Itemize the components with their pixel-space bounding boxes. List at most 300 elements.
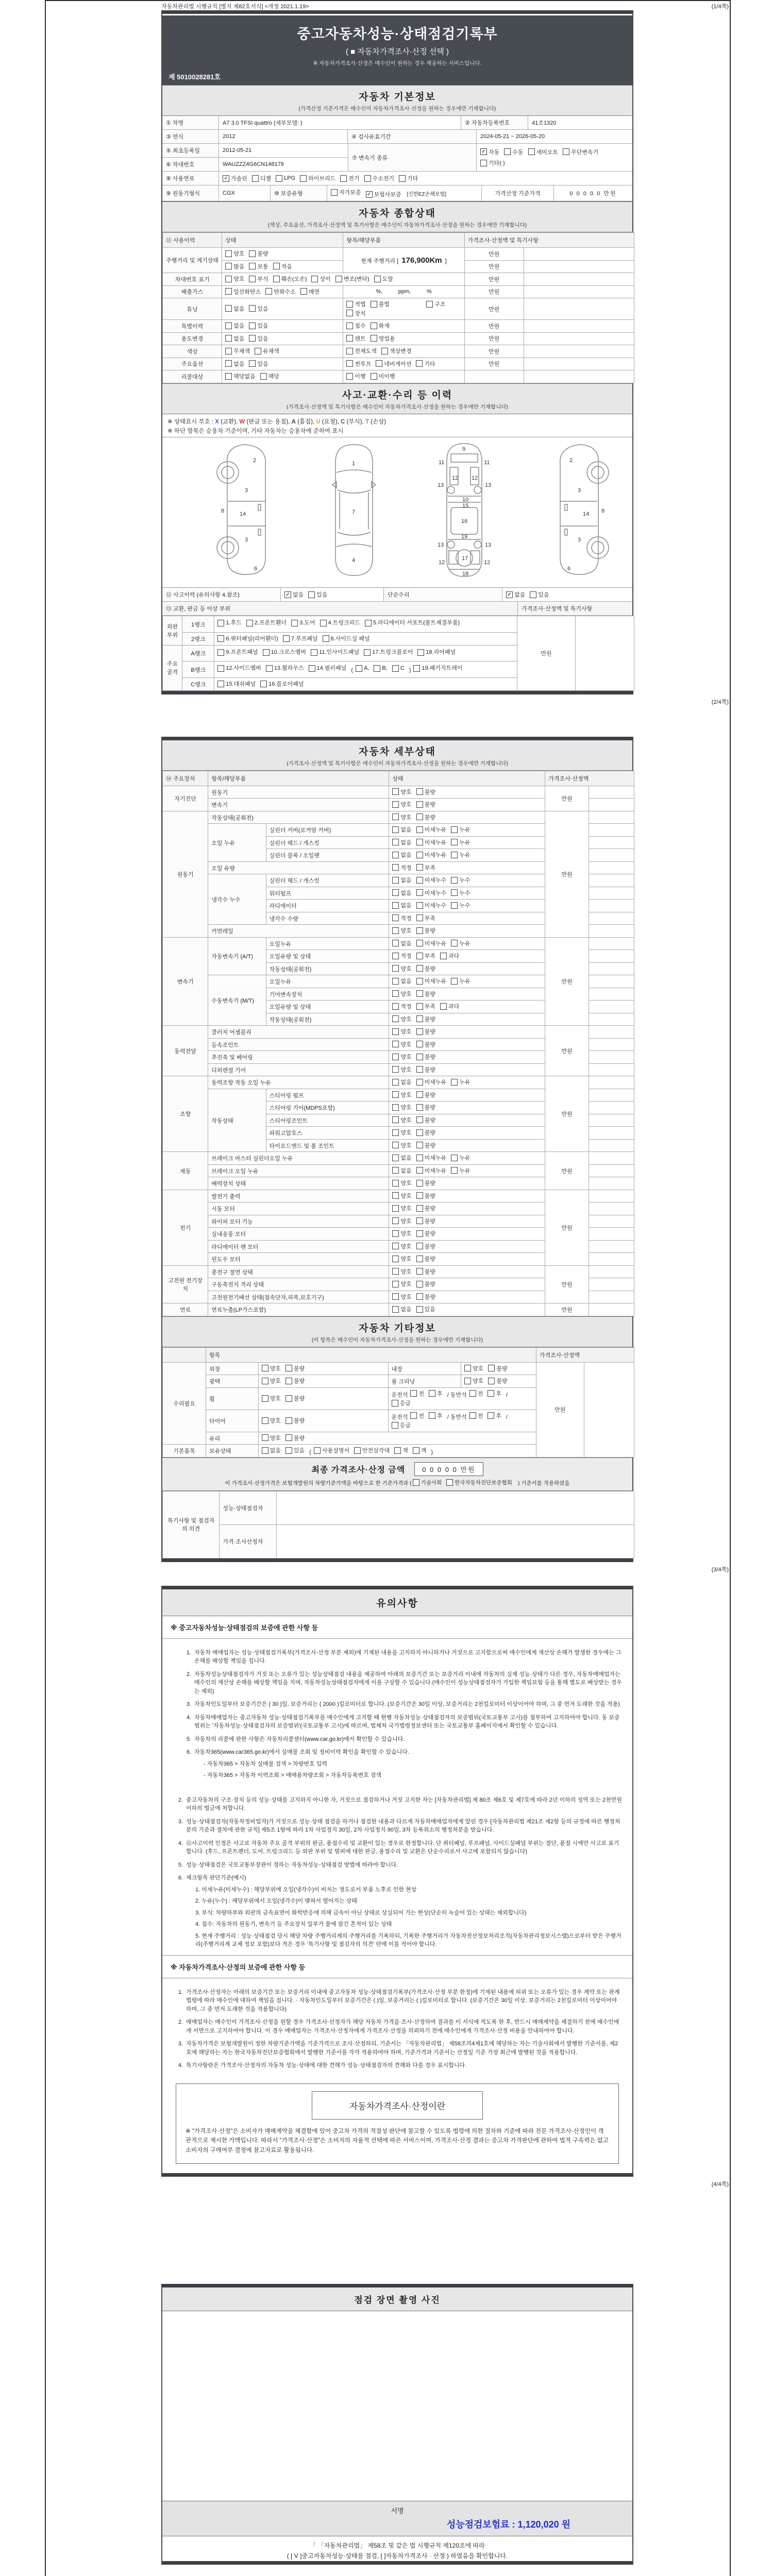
checkbox-세미오토[interactable] (528, 148, 535, 155)
page-4 (161, 2284, 633, 2565)
checkbox-과다[interactable] (440, 953, 447, 959)
checkbox-불량[interactable] (416, 1091, 423, 1098)
checkbox-불량[interactable] (416, 1054, 423, 1060)
checkbox-1.후드[interactable] (217, 620, 224, 626)
checkbox-양호[interactable] (392, 965, 399, 972)
checkbox-불량[interactable] (416, 1281, 423, 1287)
section-overall-status (162, 201, 632, 232)
checkbox-누유[interactable] (451, 1167, 458, 1174)
checkbox-적정[interactable] (392, 1003, 399, 1010)
checkbox-기타( )[interactable] (480, 160, 487, 166)
wheel-options (258, 1387, 388, 1410)
checkbox-양호[interactable] (262, 1395, 268, 1402)
notice-item (180, 1714, 623, 1731)
checkbox-불량[interactable] (416, 927, 423, 934)
checkbox-없음[interactable] (392, 852, 399, 858)
checkbox-부식[interactable] (249, 276, 256, 282)
checkbox-이행[interactable] (346, 373, 353, 380)
checkbox-후[interactable] (429, 1390, 435, 1397)
checkbox-미세누유[interactable] (416, 978, 423, 985)
checkbox-11.인사이드패널[interactable] (311, 649, 317, 656)
option-label: 불량 (424, 1041, 435, 1048)
checkbox-적정[interactable] (392, 864, 399, 871)
checkbox-미세누유[interactable] (416, 1155, 423, 1161)
checkbox-잭[interactable] (394, 1447, 401, 1454)
option-label: 주요옵션 (163, 358, 222, 370)
checkbox-미세누유[interactable] (416, 852, 423, 858)
option-응급 (392, 1421, 411, 1429)
checkbox-기술사회[interactable] (413, 1479, 419, 1486)
notice-item (172, 1839, 623, 1856)
checkbox-전[interactable] (469, 1412, 476, 1419)
option-label: 침수 (355, 323, 366, 329)
checkbox-누수[interactable] (451, 877, 458, 884)
checkbox-전기[interactable] (340, 175, 347, 182)
checkbox-수소전기[interactable] (364, 175, 371, 182)
checkbox-16.플로어패널[interactable] (260, 681, 267, 687)
checkbox-양호[interactable] (392, 1217, 399, 1224)
checkbox-적정[interactable] (392, 953, 399, 959)
checkbox-미세누유[interactable] (416, 940, 423, 946)
status-cell (389, 1291, 545, 1303)
checkbox-불량[interactable] (416, 1015, 423, 1022)
option-A, (356, 663, 369, 674)
checkbox-미이행[interactable] (371, 373, 377, 380)
option-label: 누유 (459, 827, 470, 834)
checkbox-불량[interactable] (416, 1243, 423, 1249)
checkbox-안전삼각대[interactable] (354, 1447, 361, 1454)
subitem-cell: 스티어링 펌프 (266, 1089, 389, 1101)
checkbox-없음[interactable] (392, 889, 399, 896)
checkbox-양호[interactable] (392, 1256, 399, 1262)
checkbox-불량[interactable] (416, 1028, 423, 1035)
checkbox-불량[interactable] (416, 965, 423, 972)
option-label: 부식 (257, 276, 268, 282)
checkbox-탄화수소[interactable] (265, 288, 272, 295)
checkbox-변조(변타)[interactable] (335, 276, 342, 282)
option-label: 양호 (400, 814, 412, 821)
checkbox-적음[interactable] (273, 263, 280, 269)
checkbox-전체도색[interactable] (346, 348, 353, 354)
checkbox-양호[interactable] (262, 1365, 268, 1371)
checkbox-18.리어패널[interactable] (417, 649, 424, 656)
checkbox-네비게이션[interactable] (376, 360, 382, 367)
checkbox-A,[interactable] (356, 665, 362, 672)
checkbox-있음[interactable] (249, 335, 256, 342)
option-미세누수 (416, 876, 447, 884)
option-label: 없음 (400, 839, 412, 846)
checkbox-기타[interactable] (399, 175, 406, 182)
final-note-prefix: 이 가격조사·산정가격은 보험개발원의 차량기준가액을 바탕으로 한 기준가격과 ( (225, 1480, 412, 1486)
checkbox-후[interactable] (429, 1412, 435, 1419)
status-cell (389, 912, 545, 925)
subitem-cell: 파워고압호스 (266, 1127, 389, 1140)
checkbox-있음[interactable] (249, 305, 256, 312)
checkbox-없음[interactable] (262, 1447, 268, 1454)
subitem-cell: 냉각수 수량 (266, 912, 389, 925)
checkbox-양호[interactable] (392, 1015, 399, 1022)
option-미세누수 (416, 889, 447, 897)
checkbox-미세누유[interactable] (416, 826, 423, 833)
notice-item-text: ⑫사고이력 인정은 사고로 자동차 주요 골격 부위의 판금, 용접수리 및 교환이 있는 경우로 한정합니다. 단 쿼터패널, 루프패널, 사이드실패널 부위는 절단, 용접 시에만 사고로 표기합니다. (후드, 프론트펜더, 도어, 트렁크리드 등 외판 부위 및 범퍼에 대한 판금, 용접수리 및 교환은 단순수리로서 사고에 포함되지 않습니다) (186, 1840, 619, 1855)
checkbox-적법[interactable] (346, 301, 353, 308)
checkbox-가솔린[interactable]: ✓ (223, 175, 229, 182)
checkbox-미세누유[interactable] (416, 1079, 423, 1086)
status-cell (389, 1051, 545, 1064)
checkbox-있음[interactable] (416, 1306, 423, 1313)
checkbox-상이[interactable] (311, 276, 318, 282)
checkbox-수동[interactable] (504, 148, 511, 155)
car-diagrams (162, 440, 632, 581)
checkbox-양호[interactable] (392, 1104, 399, 1111)
checkbox-썬루프[interactable] (346, 360, 353, 367)
option-기타 (416, 360, 435, 368)
option-label: 불량 (424, 928, 435, 935)
checkbox-없음[interactable] (392, 839, 399, 845)
checkbox-불량[interactable] (285, 1378, 292, 1384)
checkbox-응급[interactable] (392, 1400, 398, 1406)
checkbox-없음[interactable] (392, 1079, 399, 1086)
checkbox-일산화탄소[interactable] (225, 288, 232, 295)
option-label: A, (364, 665, 369, 672)
tire-options (258, 1410, 388, 1432)
checkbox-양호[interactable] (392, 1293, 399, 1300)
notice-item (180, 1735, 623, 1744)
checkbox-불량[interactable] (285, 1417, 292, 1424)
rankA-options (214, 645, 517, 662)
checkbox-침수[interactable] (346, 323, 353, 329)
checkbox-없음[interactable] (225, 323, 232, 329)
checkbox-양호[interactable] (392, 1180, 399, 1187)
checkbox-양호[interactable] (392, 1243, 399, 1249)
option-16.플로어패널 (260, 680, 304, 688)
checkbox-불량[interactable] (416, 801, 423, 808)
checkbox-17.트렁크플로어[interactable] (364, 649, 371, 656)
checkbox-누유[interactable] (451, 1155, 458, 1161)
checkbox-누수[interactable] (451, 889, 458, 896)
checkbox-양호[interactable] (392, 1281, 399, 1287)
note-cell (589, 988, 634, 1001)
option-전체도색 (346, 347, 377, 355)
etc-heading: 자동차 기타정보 (359, 1323, 436, 1334)
checkbox-불량[interactable] (416, 1268, 423, 1275)
section-photo (162, 2287, 632, 2311)
checkbox-누유[interactable] (451, 978, 458, 985)
checkbox-없음[interactable] (392, 826, 399, 833)
checkbox-양호[interactable] (392, 1205, 399, 1212)
checkbox-무단변속기[interactable] (563, 148, 569, 155)
option-label: 일산화탄소 (233, 289, 261, 295)
gas-row (163, 285, 634, 298)
checkbox-있음[interactable] (249, 323, 256, 329)
checkbox-불량[interactable] (416, 1066, 423, 1073)
checkbox-10.크로스멤버[interactable] (263, 649, 270, 656)
checkbox-미세누유[interactable] (416, 1167, 423, 1174)
checkbox-불량[interactable] (285, 1365, 292, 1371)
option-label: 양호 (400, 1231, 412, 1238)
checkbox-없음[interactable] (392, 1306, 399, 1313)
checkbox-양호[interactable] (262, 1417, 268, 1424)
color-options (222, 345, 343, 358)
checkbox-응급[interactable] (392, 1422, 398, 1429)
checkbox-없음[interactable] (392, 1167, 399, 1174)
checkbox-무채색[interactable] (225, 348, 232, 354)
checkbox-부족[interactable] (416, 914, 423, 921)
checkbox-과다[interactable] (440, 1003, 447, 1010)
checkbox-양호[interactable] (392, 814, 399, 820)
checkbox-없음[interactable] (392, 877, 399, 884)
checkbox-미세누수[interactable] (416, 877, 423, 884)
exchange-note (575, 616, 634, 690)
option-불량 (416, 800, 435, 808)
checkbox-C[interactable] (392, 665, 399, 672)
checkbox-부족[interactable] (416, 953, 423, 959)
checkbox-불량[interactable] (416, 1217, 423, 1224)
usage-row (163, 332, 634, 345)
exchange-table (162, 616, 634, 690)
checkbox-잭[interactable] (413, 1447, 419, 1454)
checkbox-화재[interactable] (371, 323, 377, 329)
checkbox-장치[interactable] (346, 310, 353, 316)
checkbox-양호[interactable] (392, 1129, 399, 1136)
checkbox-미세누수[interactable] (416, 889, 423, 896)
checkbox-매연[interactable] (300, 288, 307, 295)
checkbox-LPG[interactable] (276, 175, 282, 182)
checkbox-많음[interactable] (225, 263, 232, 269)
checkbox-기타[interactable] (416, 360, 423, 367)
checkbox-불량[interactable] (249, 250, 256, 257)
checkbox-양호[interactable] (464, 1378, 471, 1384)
svg-text:13: 13 (438, 542, 444, 549)
value-car-name: A7 3.0 TFSI quattro (세부모델: ) (219, 116, 461, 129)
page-number-3: (3/4쪽) (711, 1566, 729, 1573)
checkbox-양호[interactable] (392, 927, 399, 934)
checkbox-13.휠하우스[interactable] (266, 665, 273, 672)
page-number-4: (4/4쪽) (711, 2181, 729, 2188)
checkbox-19.패키지트레이[interactable] (413, 665, 420, 672)
option-양호 (392, 964, 411, 973)
checkbox-불량[interactable] (416, 1192, 423, 1199)
checkbox-자가보증[interactable] (331, 189, 338, 196)
checkbox-양호[interactable] (392, 1142, 399, 1148)
option-label: 양호 (400, 1268, 412, 1275)
option-있음 (308, 590, 327, 599)
subitem-cell: 오일유량 및 상태 (266, 950, 389, 963)
svg-text:11: 11 (484, 460, 490, 466)
checkbox-양호[interactable] (392, 1066, 399, 1073)
checkbox-불량[interactable] (416, 1116, 423, 1123)
checkbox-후[interactable] (488, 1412, 494, 1419)
checkbox-누유[interactable] (451, 940, 458, 946)
notice-subitem: 1. 미세누유(미세누수) : 해당부위에 오일(냉각수)이 비치는 정도로서 부품 노후로 인한 현상 (195, 1886, 417, 1893)
option-label: 불량 (424, 1281, 435, 1288)
checkbox-구조[interactable] (426, 301, 433, 308)
checkbox-불량[interactable] (416, 990, 423, 997)
option-label: 후 (437, 1391, 443, 1397)
checkbox-누유[interactable] (451, 852, 458, 858)
checkbox-양호[interactable] (392, 1230, 399, 1237)
checkbox-불량[interactable] (416, 1104, 423, 1111)
checkbox-불량[interactable] (416, 1129, 423, 1136)
checkbox-9.프론트패널[interactable] (217, 649, 224, 656)
checkbox-불량[interactable] (416, 1205, 423, 1212)
checkbox-양호[interactable] (225, 250, 232, 257)
option-label: 양호 (400, 1180, 412, 1187)
checkbox-해당없음[interactable] (225, 373, 232, 380)
checkbox-없음[interactable] (225, 360, 232, 367)
checkbox-자동[interactable]: ✓ (480, 148, 487, 155)
option-label: 양호 (400, 1130, 412, 1137)
checkbox-불량[interactable] (285, 1395, 292, 1402)
checkbox-양호[interactable] (464, 1365, 471, 1371)
option-기타 (399, 174, 418, 182)
checkbox-불량[interactable] (416, 1293, 423, 1300)
checkbox-양호[interactable] (392, 990, 399, 997)
checkbox-양호[interactable] (262, 1378, 268, 1384)
checkbox-전[interactable] (410, 1390, 417, 1397)
option-label: 과다 (448, 1004, 460, 1010)
checkbox-양호[interactable] (392, 1054, 399, 1060)
checkbox-부족[interactable] (416, 864, 423, 871)
checkbox-불량[interactable] (416, 788, 423, 795)
checkbox-있음[interactable] (249, 360, 256, 367)
checkbox-8.사이드실 패널[interactable] (323, 635, 329, 642)
checkbox-불량[interactable] (416, 1256, 423, 1262)
checkbox-누수[interactable] (451, 902, 458, 909)
svg-text:15: 15 (462, 503, 469, 510)
status-cell (389, 962, 545, 975)
notice-item-number: 2. (178, 1797, 183, 1803)
checkbox-적정[interactable] (392, 914, 399, 921)
checkbox-색상변경[interactable] (381, 348, 388, 354)
checkbox-불량[interactable] (416, 814, 423, 820)
checkbox-불량[interactable] (416, 1142, 423, 1148)
option-label: 과다 (448, 953, 460, 960)
checkbox-불법[interactable] (371, 301, 377, 308)
checkbox-누유[interactable] (451, 826, 458, 833)
checkbox-4.트렁크리드[interactable] (320, 620, 327, 626)
checkbox-양호[interactable] (392, 801, 399, 808)
sign-band (162, 2501, 632, 2536)
item-cell: 수동변속기 (M/T) (208, 975, 266, 1026)
checkbox-14.필러패널[interactable] (309, 665, 315, 672)
checkbox-15.대쉬패널[interactable] (217, 681, 224, 687)
checkbox-사용설명서[interactable] (314, 1447, 321, 1454)
checkbox-B,[interactable] (374, 665, 380, 672)
checkbox-양호[interactable] (392, 1192, 399, 1199)
checkbox-도말[interactable] (374, 276, 381, 282)
checkbox-불량[interactable] (488, 1365, 495, 1371)
checkbox-없음[interactable] (392, 978, 399, 985)
notice-item-text: 성능·상태점검은 국토교통부장관이 정하는 자동차성능·상태점검 방법에 따라야 합니다. (186, 1861, 398, 1868)
checkbox-불량[interactable] (285, 1434, 292, 1441)
checkbox-없음[interactable]: ✓ (506, 591, 513, 598)
checkbox-6.쿼터패널(리어휀더)[interactable] (217, 635, 224, 642)
checkbox-전[interactable] (410, 1412, 417, 1419)
mileage-row-1 (163, 248, 634, 261)
option-없음 (225, 360, 244, 368)
option-note (524, 358, 634, 370)
checkbox-있음[interactable] (530, 591, 536, 598)
checkbox-없음[interactable] (225, 335, 232, 342)
checkbox-후[interactable] (488, 1390, 494, 1397)
checkbox-없음[interactable]: ✓ (284, 591, 291, 598)
option-불량 (416, 1280, 435, 1288)
checkbox-있음[interactable] (308, 591, 315, 598)
option-양호 (392, 1141, 411, 1149)
device-group-전기: 전기 (163, 1190, 208, 1265)
option-양호 (225, 275, 244, 283)
checkbox-불량[interactable] (488, 1378, 495, 1384)
option-label: 누유 (459, 1167, 470, 1174)
vin-label: 차대번호 표기 (163, 273, 222, 286)
option-label: 양호 (400, 1117, 412, 1124)
checkbox-양호[interactable] (392, 1028, 399, 1035)
checkbox-있음[interactable] (285, 1447, 292, 1454)
checkbox-양호[interactable] (392, 1041, 399, 1047)
checkbox-해당[interactable] (260, 373, 267, 380)
option-불량 (416, 1065, 435, 1074)
checkbox-양호[interactable] (225, 276, 232, 282)
option-불량 (416, 1267, 435, 1276)
checkbox-불량[interactable] (416, 1041, 423, 1047)
diagram-number-labels (221, 446, 604, 577)
checkbox-한국자동차진단보증협회[interactable] (446, 1479, 453, 1486)
checkbox-7.루프패널[interactable] (283, 635, 290, 642)
checkbox-누유[interactable] (451, 839, 458, 845)
checkbox-불량[interactable] (416, 1230, 423, 1237)
checkbox-없음[interactable] (225, 305, 232, 312)
appraiser-opinion-area[interactable] (276, 1524, 634, 1558)
checkbox-2.프론트휀더[interactable] (246, 620, 253, 626)
inspector-opinion-area[interactable] (276, 1491, 634, 1524)
checkbox-영업용[interactable] (371, 335, 377, 342)
checkbox-미세누유[interactable] (416, 839, 423, 845)
option-불량 (285, 1434, 305, 1442)
option-label: 썬루프 (355, 361, 372, 367)
checkbox-양호[interactable] (392, 1091, 399, 1098)
checkbox-양호[interactable] (392, 1116, 399, 1123)
checkbox-디젤[interactable] (252, 175, 259, 182)
checkbox-부족[interactable] (416, 1003, 423, 1010)
checkbox-양호[interactable] (392, 788, 399, 795)
option-label: 있음 (316, 592, 328, 599)
etc-col-price: 가격조사·산정액 (536, 1347, 634, 1362)
checkbox-5.라디에이터 서포트(볼트체결부품)[interactable] (365, 620, 372, 626)
checkbox-12.사이드멤버[interactable] (217, 665, 224, 672)
notice-subitem: 5. 현재 주행거리 : 성능·상태점검 당시 해당 차량 주행거리계의 주행거리를 기록하되, 기록한 주행거리가 자동차전산정보처리조직(자동차관리정보시스템)으로부터 받은 주행거리(주행거리계 교체 정보 포함)보다 적은 경우 '특기사항 및 점검자의 의견' 란에 이를 적어야 합니다. (195, 1933, 621, 1948)
checkbox-렌트[interactable] (346, 335, 353, 342)
checkbox-없음[interactable] (392, 1155, 399, 1161)
checkbox-전[interactable] (469, 1390, 476, 1397)
value-vin: WAUZZZ4G6CN148179 (223, 161, 284, 167)
option-label: 없음 (293, 592, 304, 599)
checkbox-없음[interactable] (392, 940, 399, 946)
checkbox-누유[interactable] (451, 1079, 458, 1086)
checkbox-양호[interactable] (262, 1434, 268, 1441)
checkbox-불량[interactable] (416, 1180, 423, 1187)
checkbox-보험사보증[interactable]: ✓ (366, 191, 373, 198)
checkbox-보통[interactable] (249, 263, 256, 269)
checkbox-유채색[interactable] (255, 348, 261, 354)
checkbox-없음[interactable] (392, 902, 399, 909)
checkbox-하이브리드[interactable] (300, 175, 307, 182)
checkbox-3.도어[interactable] (291, 620, 298, 626)
checkbox-미세누수[interactable] (416, 902, 423, 909)
detail-row (163, 1265, 634, 1278)
checkbox-양호[interactable] (392, 1268, 399, 1275)
checkbox-훼손(오손)[interactable] (273, 276, 280, 282)
